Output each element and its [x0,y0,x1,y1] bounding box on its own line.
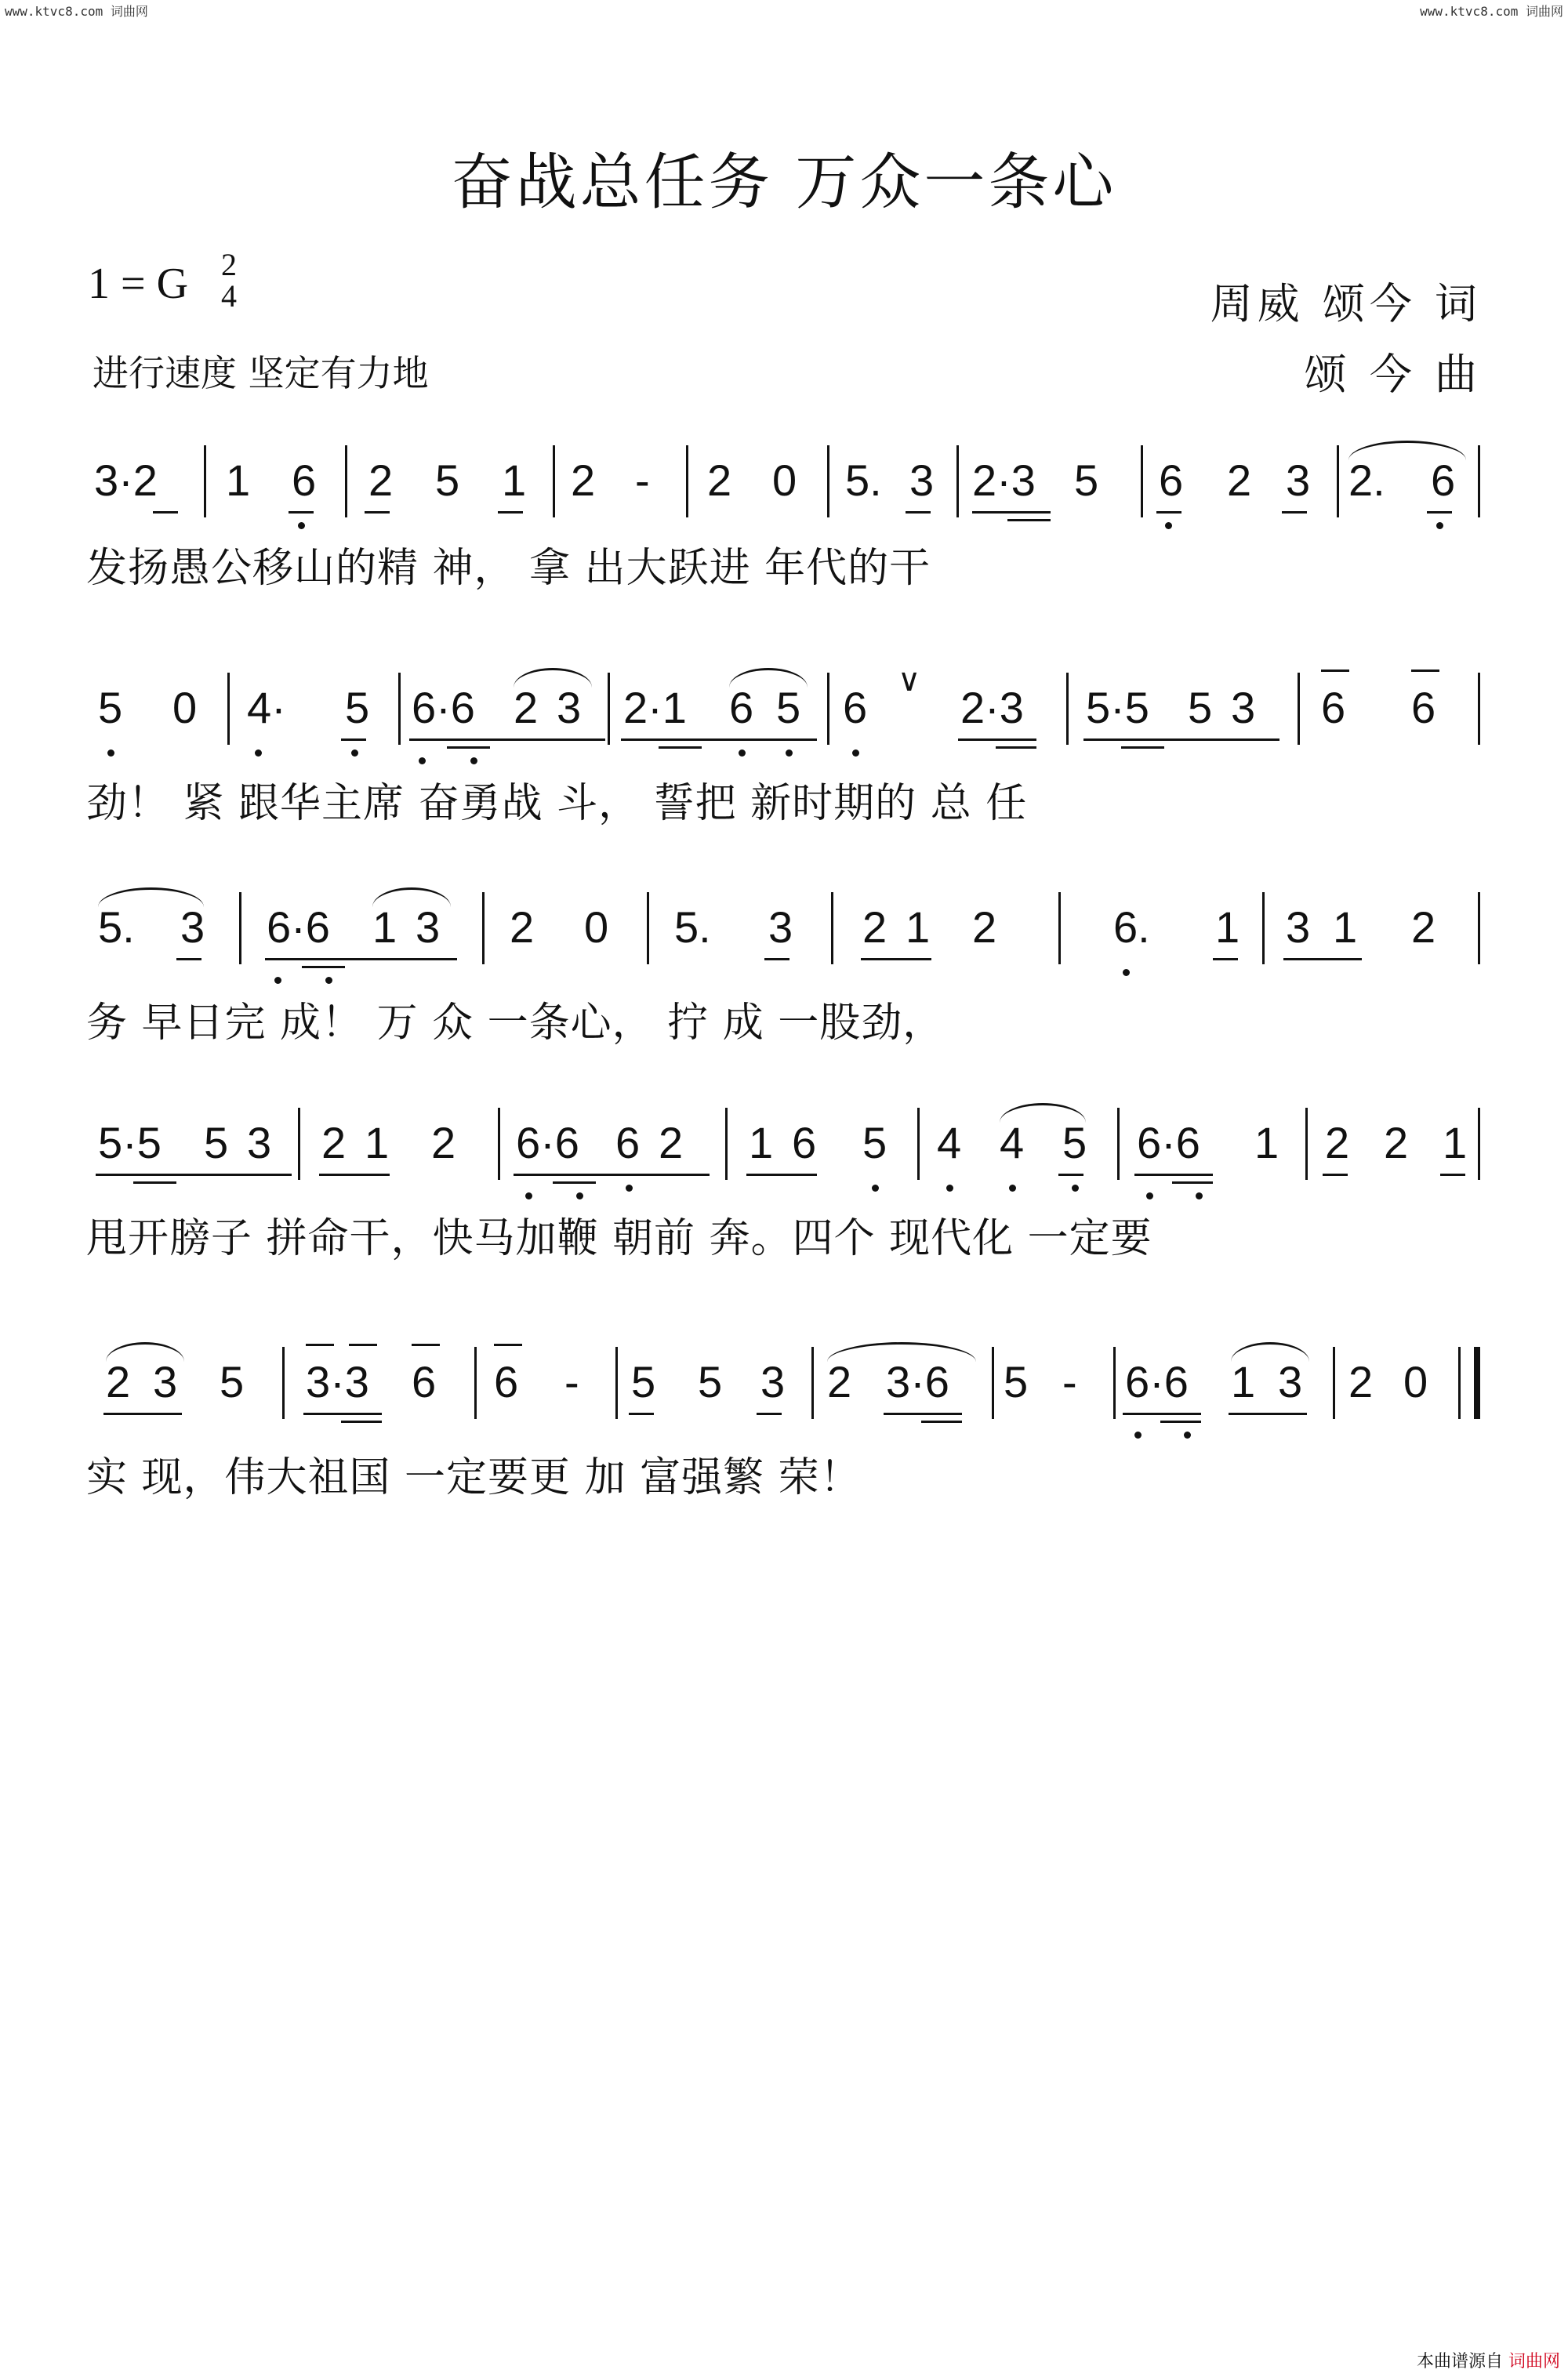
note: 4· [247,683,286,732]
note: 5 [204,1118,229,1167]
eighth-underline [319,1174,390,1176]
eighth-underline [1440,1174,1465,1176]
note: 3 [768,902,793,952]
site-watermark-left: www.ktvc8.com 词曲网 [5,4,148,19]
note: 4 [1000,1118,1025,1167]
final-barline [1474,1347,1480,1419]
note: 2 [1384,1118,1409,1167]
note: 3 [180,902,205,952]
barline [1478,673,1480,745]
note: 0 [772,455,797,505]
note: 6·6 [267,902,330,952]
note: 5 [1188,683,1213,732]
tenuto-line [1321,670,1349,672]
note: - [635,455,650,505]
note: 2 [707,455,732,505]
note: 2 [972,902,997,952]
eighth-underline [972,511,1051,514]
tenuto-line [494,1344,522,1346]
barline [1478,1108,1480,1180]
note: 2 [827,1357,852,1406]
note: 1 [1443,1118,1468,1167]
composer-credit: 颂 今 曲 [1304,350,1482,399]
low-octave-dot [1009,1185,1016,1192]
slur [1231,1342,1309,1362]
barline [1478,892,1480,964]
note: 2 [1411,902,1436,952]
note: 1 [226,455,251,505]
slur [106,1342,184,1362]
barline [1333,1347,1335,1419]
tempo-marking: 进行速度 坚定有力地 [93,352,429,394]
note: 3 [557,683,582,732]
note: 1 [749,1118,774,1167]
eighth-underline [1058,1174,1083,1176]
note: 5. [845,455,882,505]
barline [1066,673,1069,745]
note: - [564,1357,579,1406]
eighth-underline [861,958,931,960]
eighth-underline [629,1413,654,1415]
low-octave-dot [470,757,477,764]
lyrics-row-1: 发扬愚公移山的精 神， 拿 出大跃进 年代的干 [86,545,931,592]
note: 2 [106,1357,131,1406]
eighth-underline [1427,511,1452,514]
low-octave-dot [1123,969,1130,976]
note: 2 [1325,1118,1350,1167]
note: 6 [494,1357,519,1406]
tenuto-line [349,1344,377,1346]
note: 6 [1431,455,1456,505]
low-octave-dot [626,1185,633,1192]
barline [1113,1347,1116,1419]
low-octave-dot [1196,1192,1203,1199]
sixteenth-underline [659,746,702,749]
sixteenth-underline [447,746,490,749]
note: 6·6 [1137,1118,1200,1167]
note: 3 [1231,683,1256,732]
eighth-underline [1282,511,1307,514]
barline [1458,1347,1461,1419]
barline [1141,445,1143,517]
eighth-underline [365,511,390,514]
slur [514,668,592,688]
eighth-underline [153,511,178,514]
low-octave-dot [419,757,426,764]
barline [1478,445,1480,517]
note: 2 [514,683,539,732]
footer-brand[interactable]: 词曲网 [1508,2352,1560,2372]
note: 3 [1278,1357,1303,1406]
eighth-underline [1123,1413,1201,1415]
eighth-underline [746,1174,817,1176]
barline [227,673,230,745]
eighth-underline [514,1174,710,1176]
eighth-underline [1213,958,1238,960]
note: 1 [502,455,527,505]
note: 5 [435,455,460,505]
notes-row-2 [86,663,1482,745]
sixteenth-underline [921,1421,962,1423]
barline [398,673,401,745]
barline [956,445,959,517]
barline [725,1108,728,1180]
tenuto-line [412,1344,440,1346]
eighth-underline [1283,958,1362,960]
note: 5. [674,902,711,952]
note: 5 [631,1357,656,1406]
note: 3 [153,1357,178,1406]
note: 5. [98,902,135,952]
note: 5 [698,1357,723,1406]
low-octave-dot [351,749,358,757]
lyrics-row-3: 务 早日完 成！ 万 众 一条心， 拧 成 一股劲， [86,1000,945,1047]
lyrics-row-5: 实 现，伟大祖国 一定要更 加 富强繁 荣！ [86,1454,862,1501]
eighth-underline [303,1413,382,1415]
slur [372,887,451,907]
note: 3 [1286,455,1311,505]
low-octave-dot [525,1192,532,1199]
note: 3 [416,902,441,952]
note: 1 [906,902,931,952]
sixteenth-underline [996,746,1036,749]
note: 2. [1348,455,1385,505]
note: 3·3 [306,1357,369,1406]
low-octave-dot [107,749,114,757]
note: 5 [98,683,123,732]
barline [298,1108,300,1180]
barline [1305,1108,1308,1180]
tenuto-line [1411,670,1439,672]
note: 0 [584,902,609,952]
note: 0 [1403,1357,1428,1406]
note: 6·6 [516,1118,579,1167]
barline [992,1347,994,1419]
eighth-underline [409,739,605,741]
notes-row-5 [86,1356,1482,1419]
note: 6 [292,455,317,505]
barline [1298,673,1300,745]
barline [345,445,347,517]
note: 6 [412,1357,437,1406]
note: 5 [1074,455,1099,505]
note: 5·5 [1086,683,1149,732]
low-octave-dot [786,749,793,757]
barline [647,892,649,964]
note: 5 [220,1357,245,1406]
note: 2·3 [972,455,1036,505]
sixteenth-underline [341,1421,382,1423]
low-octave-dot [1146,1192,1153,1199]
low-octave-dot [1436,522,1443,529]
sixteenth-underline [302,966,345,968]
note: 5 [1004,1357,1029,1406]
barline [831,892,833,964]
slur [1000,1103,1086,1123]
note: 6 [792,1118,817,1167]
note: 5 [862,1118,887,1167]
breath-mark: ∨ [898,663,921,698]
meter-top: 2 [221,247,237,282]
lyricist-credit: 周威 颂今 词 [1210,279,1482,328]
note: 1 [1254,1118,1279,1167]
slur [827,1342,976,1362]
note: 2 [1348,1357,1374,1406]
low-octave-dot [872,1185,879,1192]
low-octave-dot [274,977,281,984]
sixteenth-underline [1007,519,1051,521]
eighth-underline [764,958,789,960]
lyrics-row-4: 甩开膀子 拼命干，快马加鞭 朝前 奔。四个 现代化 一定要 [86,1215,1152,1262]
barline [239,892,241,964]
eighth-underline [1134,1174,1213,1176]
notes-row-1 [86,455,1482,517]
source-footer [1417,2348,1560,2372]
note: 2·1 [623,683,687,732]
song-title: 奋战总任务 万众一条心 [451,147,1117,218]
site-watermark-right: www.ktvc8.com 词曲网 [1420,4,1563,19]
barline [1117,1108,1120,1180]
footer-prefix: 本曲谱源自 [1416,2352,1503,2372]
note: 1 [1231,1357,1256,1406]
low-octave-dot [946,1185,953,1192]
eighth-underline [498,511,523,514]
sixteenth-underline [1121,746,1164,749]
barline [608,673,610,745]
note: 6. [1113,902,1150,952]
note: 3 [760,1357,786,1406]
note: 6 [1411,683,1436,732]
slur [98,887,204,907]
low-octave-dot [1184,1432,1191,1439]
key-signature: 1 = G [88,259,189,308]
lyrics-row-2: 劲！ 紧 跟华主席 奋勇战 斗， 誓把 新时期的 总 任 [86,780,1028,827]
eighth-underline [176,958,201,960]
barline [204,445,206,517]
note: 5·5 [98,1118,162,1167]
eighth-underline [289,511,314,514]
slur [1348,441,1466,460]
low-octave-dot [298,522,305,529]
note: 5 [776,683,801,732]
note: 6·6 [1125,1357,1189,1406]
note: 2 [1227,455,1252,505]
eighth-underline [621,739,817,741]
note: 5 [1062,1118,1087,1167]
note: 2 [862,902,887,952]
barline [282,1347,285,1419]
note: 2 [571,455,596,505]
note: 6 [615,1118,641,1167]
note: 6 [843,683,868,732]
eighth-underline [1083,739,1279,741]
notes-row-3 [86,902,1482,964]
note: 1 [372,902,397,952]
barline [1337,445,1339,517]
note: 2 [321,1118,347,1167]
note: 3 [1286,902,1311,952]
low-octave-dot [255,749,262,757]
meter-bottom: 4 [221,278,237,314]
note: 3 [247,1118,272,1167]
barline [553,445,555,517]
note: 1 [365,1118,390,1167]
notes-row-4 [86,1117,1482,1180]
eighth-underline [96,1174,292,1176]
low-octave-dot [852,749,859,757]
note: 3·2 [94,455,158,505]
barline [827,673,829,745]
slur [729,668,808,688]
note: 1 [1333,902,1358,952]
low-octave-dot [1165,522,1172,529]
barline [827,445,829,517]
sixteenth-underline [133,1181,176,1184]
note: 2·3 [960,683,1024,732]
note: 1 [1215,902,1240,952]
barline [615,1347,618,1419]
sixteenth-underline [1172,1181,1213,1184]
note: 2 [659,1118,684,1167]
eighth-underline [1156,511,1181,514]
eighth-underline [1323,1174,1348,1176]
low-octave-dot [576,1192,583,1199]
note: 6 [729,683,754,732]
note: 4 [937,1118,962,1167]
barline [482,892,485,964]
barline [1058,892,1061,964]
eighth-underline [341,739,366,741]
barline [917,1108,920,1180]
barline [1262,892,1265,964]
low-octave-dot [325,977,332,984]
note: - [1062,1357,1077,1406]
low-octave-dot [739,749,746,757]
barline [686,445,688,517]
eighth-underline [884,1413,962,1415]
sixteenth-underline [1160,1421,1201,1423]
note: 0 [172,683,198,732]
eighth-underline [906,511,931,514]
note: 5 [345,683,370,732]
note: 2 [431,1118,456,1167]
low-octave-dot [1134,1432,1142,1439]
sixteenth-underline [553,1181,596,1184]
tenuto-line [306,1344,334,1346]
note: 3 [909,455,935,505]
note: 6·6 [412,683,475,732]
note: 6 [1159,455,1184,505]
barline [811,1347,814,1419]
eighth-underline [958,739,1036,741]
note: 6 [1321,683,1346,732]
eighth-underline [757,1413,782,1415]
note: 3·6 [886,1357,949,1406]
eighth-underline [103,1413,182,1415]
eighth-underline [265,958,457,960]
note: 2 [368,455,394,505]
barline [474,1347,477,1419]
low-octave-dot [1072,1185,1079,1192]
barline [498,1108,500,1180]
note: 2 [510,902,535,952]
time-signature [221,249,237,312]
eighth-underline [1229,1413,1307,1415]
